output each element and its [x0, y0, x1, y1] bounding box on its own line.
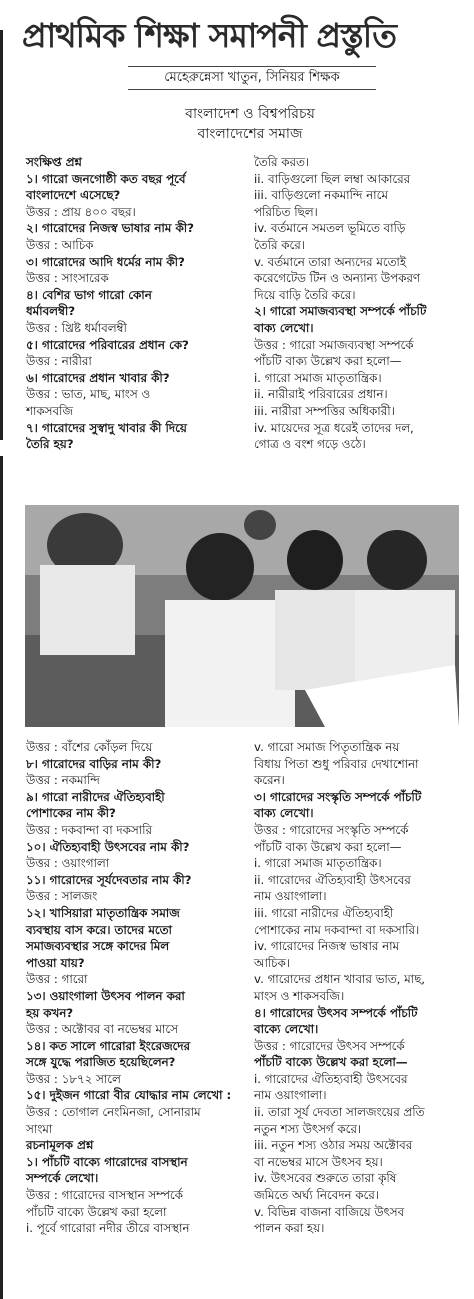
answer-line: iii. গারো নারীদের ঐতিহ্যবাহী — [254, 905, 394, 920]
question-line: বাক্যে লেখো। — [254, 1022, 319, 1037]
question-line: তৈরি হয়? — [26, 437, 74, 452]
answer-line: তৈরি করে। — [254, 237, 305, 252]
answer-line: সাংমা — [26, 1121, 53, 1136]
question-line: ১৪। কত সালে গারোরা ইংরেজদের — [26, 1038, 190, 1053]
answer-line: পোশাকের নাম দকবান্দা বা দকসারি। — [254, 922, 420, 937]
answer-line: নতুন শস্য উৎসর্গ করে। — [254, 1121, 362, 1136]
answer-line: আচিক। — [254, 955, 290, 970]
answer-line: v. গারোদের প্রধান খাবার ভাত, মাছ, — [254, 972, 425, 987]
answer-line: উত্তর : নারীরা — [26, 354, 92, 369]
answer-line: উত্তর : সাংসারেক — [26, 271, 109, 286]
question-line: ৭। গারোদের সুস্বাদু খাবার কী দিয়ে — [26, 420, 187, 435]
question-line: সমাজব্যবস্থার সঙ্গে কাদের মিল — [26, 939, 170, 954]
byline-box — [128, 66, 376, 90]
answer-line: করেন। — [254, 773, 285, 788]
answer-line: উত্তর : অক্টোবর বা নভেম্বর মাসে — [26, 1022, 178, 1037]
answer-line: i. গারো সমাজ মাতৃতান্ত্রিক। — [254, 856, 382, 871]
question-line: ধর্মাবলম্বী? — [26, 304, 76, 319]
question-line: ৩। গারোদের সংস্কৃতি সম্পর্কে পাঁচটি — [254, 789, 422, 804]
subject-title: বাংলাদেশ ও বিশ্বপরিচয় — [185, 106, 315, 122]
answer-line: ii. নারীরাই পরিবারের প্রধান। — [254, 387, 388, 402]
answer-line: i. গারোদের ঐতিহ্যবাহী উৎসবের — [254, 1071, 408, 1086]
classroom-photo — [25, 505, 459, 727]
answer-line: উত্তর : ১৮৭২ সালে — [26, 1071, 121, 1086]
answer-line: উত্তর : গারোদের সংস্কৃতি সম্পর্কে — [254, 822, 409, 837]
answer-line: iii. নতুন শস্য ওঠার সময় অক্টোবর — [254, 1138, 413, 1153]
answer-line: মাংস ও শাকসবজি। — [254, 988, 345, 1003]
question-line: ২। গারোদের নিজস্ব ভাষার নাম কী? — [26, 221, 194, 236]
question-line: ১০। ঐতিহ্যবাহী উৎসবের নাম কী? — [26, 839, 190, 854]
answer-line: পালন করা হয়। — [254, 1221, 325, 1236]
answer-line: উত্তর : গারোদের উৎসব সম্পর্কে — [254, 1038, 405, 1053]
question-line: সম্পর্কে লেখো। — [26, 1171, 99, 1186]
answer-line: গোত্র ও বংশ গড়ে ওঠে। — [254, 437, 366, 452]
answer-line: iv. বর্তমানে সমতল ভূমিতে বাড়ি — [254, 221, 406, 236]
answer-line: iv. গারোদের নিজস্ব ভাষার নাম — [254, 939, 400, 954]
question-line: ৪। বেশির ভাগ গারো কোন — [26, 287, 152, 302]
bottom-right-column — [254, 739, 466, 1237]
answer-line: বা নভেম্বর মাসে উৎসব হয়। — [254, 1154, 383, 1169]
question-line: পাঁচটি বাক্যে উল্লেখ করা হলো— — [254, 1055, 408, 1070]
answer-line: উত্তর : প্রায় ৪০০ বছর। — [26, 204, 136, 219]
answer-line: v. বিভিন্ন বাজনা বাজিয়ে উৎসব — [254, 1204, 405, 1219]
question-line: সংক্ষিপ্ত প্রশ্ন — [26, 155, 82, 169]
question-line: ১৫। দুইজন গারো বীর যোদ্ধার নাম লেখো : — [26, 1088, 232, 1103]
chapter-title: বাংলাদেশের সমাজ — [197, 126, 303, 142]
answer-line: iv. উৎসবের শুরুতে তারা কৃষি — [254, 1171, 397, 1186]
question-line: হয় কখন? — [26, 1005, 74, 1020]
answer-line: ii. তারা সূর্য দেবতা সালজংয়ের প্রতি — [254, 1105, 425, 1120]
question-line: ১৩। ওয়াংগালা উৎসব পালন করা — [26, 988, 185, 1003]
answer-line: iii. নারীরা সম্পত্তির অধিকারী। — [254, 403, 395, 418]
question-line: রচনামূলক প্রশ্ন — [26, 1138, 94, 1153]
bottom-left-column — [26, 739, 248, 1237]
top-right-column — [254, 154, 466, 453]
question-line: ৫। গারোদের পরিবারের প্রধান কে? — [26, 337, 189, 352]
question-line: ব্যবস্থায় বাস করে। তাদের মতো — [26, 922, 172, 937]
answer-line: উত্তর : তোগাল নেংমিনজা, সোনারাম — [26, 1105, 201, 1120]
answer-line: নাম ওয়াংগালা। — [254, 889, 327, 904]
answer-line: উত্তর : দকবান্দা বা দকসারি — [26, 822, 152, 837]
author-byline: মেহেরুন্নেসা খাতুন, সিনিয়র শিক্ষক — [164, 70, 340, 85]
question-line: ১। গারো জনগোষ্ঠী কত বছর পূর্বে — [26, 171, 186, 186]
answer-line: নাম ওয়াংগালা। — [254, 1088, 327, 1103]
answer-line: উত্তর : বাঁশের কোঁড়ল দিয়ে — [26, 740, 153, 754]
answer-line: উত্তর : খ্রিষ্ট ধর্মাবলম্বী — [26, 320, 127, 335]
answer-line: উত্তর : গারো — [26, 972, 88, 987]
question-line: বাংলাদেশে এসেছে? — [26, 188, 121, 203]
answer-line: i. পূর্বে গারোরা নদীর তীরে বাসস্থান — [26, 1221, 190, 1236]
answer-line: iv. মায়েদের সূত্র ধরেই তাদের দল, — [254, 420, 414, 435]
answer-line: iii. বাড়িগুলো নকমান্দি নামে — [254, 188, 388, 203]
question-line: বাক্য লেখো। — [254, 320, 314, 335]
answer-line: উত্তর : গারোদের বাসস্থান সম্পর্কে — [26, 1188, 183, 1203]
answer-line: শাকসবজি — [26, 403, 73, 418]
page-title: প্রাথমিক শিক্ষা সমাপনী প্রস্তুতি — [22, 16, 396, 55]
answer-line: উত্তর : গারো সমাজব্যবস্থা সম্পর্কে — [254, 337, 414, 352]
answer-line: জমিতে অর্ঘ্য নিবেদন করে। — [254, 1188, 379, 1203]
answer-line: দিয়ে বাড়ি তৈরি করে। — [254, 287, 356, 302]
answer-line: উত্তর : ওয়াংগালা — [26, 856, 110, 871]
question-line: বাক্য লেখো। — [254, 806, 314, 821]
column-rule-top — [0, 30, 3, 440]
answer-line: উত্তর : ভাত, মাছ, মাংস ও — [26, 387, 151, 402]
answer-line: উত্তর : আচিক — [26, 237, 94, 252]
answer-line: পাঁচটি বাক্যে উল্লেখ করা হলো — [26, 1204, 167, 1219]
question-line: ৪। গারোদের উৎসব সম্পর্কে পাঁচটি — [254, 1005, 418, 1020]
question-line: সঙ্গে যুদ্ধে পরাজিত হয়েছিলেন? — [26, 1055, 176, 1070]
question-line: ৬। গারোদের প্রধান খাবার কী? — [26, 370, 170, 385]
answer-line: ii. বাড়িগুলো ছিল লম্বা আকারের — [254, 171, 411, 186]
answer-line: i. গারো সমাজ মাতৃতান্ত্রিক। — [254, 370, 382, 385]
question-line: ৮। গারোদের বাড়ির নাম কী? — [26, 756, 162, 771]
answer-line: বিধায় পিতা শুধু পরিবার দেখাশোনা — [254, 756, 419, 771]
answer-line: করেগেটেড টিন ও অন্যান্য উপকরণ — [254, 271, 420, 286]
answer-line: উত্তর : সালজং — [26, 889, 98, 904]
top-left-column — [26, 154, 248, 453]
answer-line: পরিচিত ছিল। — [254, 204, 318, 219]
answer-line: পাঁচটি বাক্য উল্লেখ করা হলো— — [254, 354, 402, 369]
answer-line: v. বর্তমানে তারা অন্যদের মতোই — [254, 254, 406, 269]
answer-line: পাঁচটি বাক্য উল্লেখ করা হলো— — [254, 839, 402, 854]
question-line: ১২। খাসিয়ারা মাতৃতান্ত্রিক সমাজ — [26, 905, 180, 920]
question-line: ২। গারো সমাজব্যবস্থা সম্পর্কে পাঁচটি — [254, 304, 427, 319]
answer-line: ii. গারোদের ঐতিহ্যবাহী উৎসবের — [254, 872, 411, 887]
question-line: ৯। গারো নারীদের ঐতিহ্যবাহী — [26, 789, 165, 804]
answer-line: উত্তর : নকমান্দি — [26, 773, 100, 788]
question-line: ১১। গারোদের সূর্যদেবতার নাম কী? — [26, 872, 192, 887]
question-line: পাওয়া যায়? — [26, 955, 85, 970]
question-line: ১। পাঁচটি বাক্যে গারোদের বাসস্থান — [26, 1154, 188, 1169]
question-line: পোশাকের নাম কী? — [26, 806, 116, 821]
column-rule-bottom — [0, 456, 3, 1299]
answer-line: তৈরি করত। — [254, 155, 310, 169]
answer-line: v. গারো সমাজ পিতৃতান্ত্রিক নয় — [254, 740, 400, 754]
question-line: ৩। গারোদের আদি ধর্মের নাম কী? — [26, 254, 185, 269]
